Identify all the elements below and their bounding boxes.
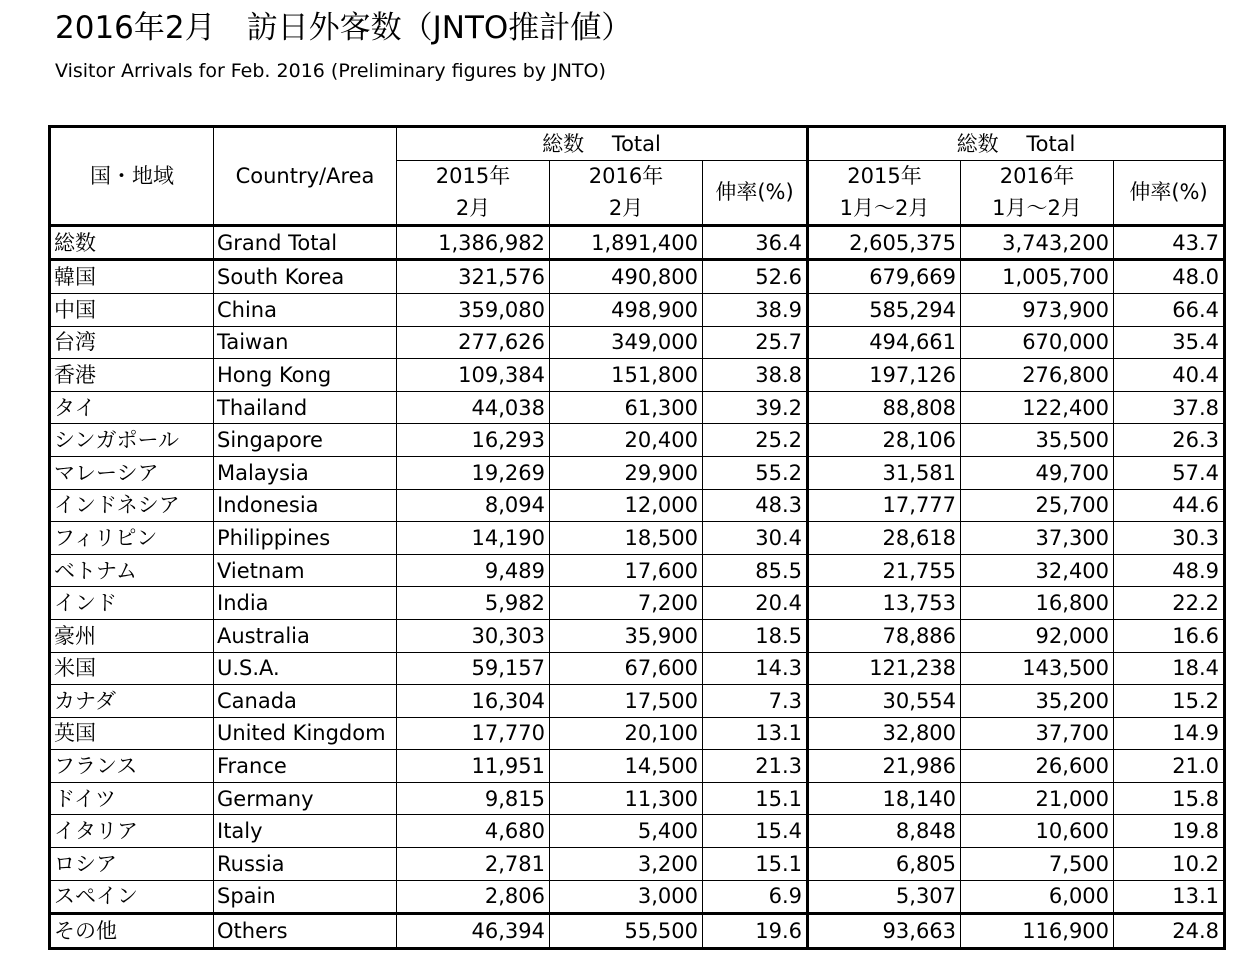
cell-country-en: Malaysia <box>214 456 397 489</box>
cell-country-en: United Kingdom <box>214 717 397 750</box>
cell-2016-feb: 490,800 <box>550 260 703 294</box>
cell-2015-feb: 30,303 <box>397 619 550 652</box>
cell-growth-monthly: 38.9 <box>703 293 808 326</box>
cell-country-jp: 香港 <box>50 359 214 392</box>
cell-country-en: Grand Total <box>214 225 397 260</box>
cell-2016-feb: 1,891,400 <box>550 225 703 260</box>
cell-2016-janfeb: 49,700 <box>961 456 1114 489</box>
cell-2016-janfeb: 276,800 <box>961 359 1114 392</box>
table-row <box>50 880 1225 914</box>
cell-country-en: Thailand <box>214 391 397 424</box>
cell-growth-monthly: 15.1 <box>703 848 808 881</box>
cell-growth-monthly: 19.6 <box>703 914 808 949</box>
cell-2016-janfeb: 122,400 <box>961 391 1114 424</box>
cell-2015-feb: 109,384 <box>397 359 550 392</box>
cell-2016-janfeb: 25,700 <box>961 489 1114 522</box>
cell-2016-janfeb: 10,600 <box>961 815 1114 848</box>
cell-2015-feb: 4,680 <box>397 815 550 848</box>
cell-growth-cumulative: 66.4 <box>1114 293 1225 326</box>
cell-2016-janfeb: 1,005,700 <box>961 260 1114 294</box>
table-row <box>50 391 1225 424</box>
cell-2016-janfeb: 670,000 <box>961 326 1114 359</box>
cell-country-jp: その他 <box>50 914 214 949</box>
cell-growth-monthly: 6.9 <box>703 880 808 914</box>
header-country-jp: 国・地域 <box>50 127 214 226</box>
cell-country-jp: タイ <box>50 391 214 424</box>
cell-country-en: Singapore <box>214 424 397 457</box>
cell-2015-feb: 1,386,982 <box>397 225 550 260</box>
page-subtitle: Visitor Arrivals for Feb. 2016 (Preliminary figures by JNTO) <box>55 60 606 82</box>
cell-2016-feb: 17,500 <box>550 685 703 718</box>
table-row <box>50 717 1225 750</box>
cell-growth-monthly: 15.1 <box>703 782 808 815</box>
cell-growth-monthly: 85.5 <box>703 554 808 587</box>
cell-2016-feb: 498,900 <box>550 293 703 326</box>
cell-growth-monthly: 15.4 <box>703 815 808 848</box>
cell-growth-cumulative: 22.2 <box>1114 587 1225 620</box>
cell-2016-feb: 61,300 <box>550 391 703 424</box>
cell-2016-janfeb: 35,500 <box>961 424 1114 457</box>
cell-growth-cumulative: 18.4 <box>1114 652 1225 685</box>
cell-2015-feb: 19,269 <box>397 456 550 489</box>
cell-country-jp: 台湾 <box>50 326 214 359</box>
cell-country-jp: インド <box>50 587 214 620</box>
table-row <box>50 424 1225 457</box>
cell-growth-monthly: 36.4 <box>703 225 808 260</box>
cell-2015-feb: 17,770 <box>397 717 550 750</box>
cell-2016-janfeb: 7,500 <box>961 848 1114 881</box>
cell-growth-cumulative: 24.8 <box>1114 914 1225 949</box>
cell-2016-janfeb: 37,700 <box>961 717 1114 750</box>
cell-growth-cumulative: 14.9 <box>1114 717 1225 750</box>
cell-2015-janfeb: 32,800 <box>808 717 961 750</box>
cell-country-en: Taiwan <box>214 326 397 359</box>
cell-2015-janfeb: 2,605,375 <box>808 225 961 260</box>
table-row <box>50 652 1225 685</box>
table-row <box>50 587 1225 620</box>
cell-growth-monthly: 7.3 <box>703 685 808 718</box>
header-2015-feb-month: 2月 <box>397 192 550 225</box>
cell-country-en: Italy <box>214 815 397 848</box>
cell-growth-cumulative: 26.3 <box>1114 424 1225 457</box>
table-row <box>50 260 1225 294</box>
cell-growth-cumulative: 15.2 <box>1114 685 1225 718</box>
header-2016-janfeb-months: 1月～2月 <box>961 192 1114 225</box>
table-row <box>50 619 1225 652</box>
cell-2015-janfeb: 88,808 <box>808 391 961 424</box>
cell-2015-janfeb: 197,126 <box>808 359 961 392</box>
cell-growth-monthly: 13.1 <box>703 717 808 750</box>
cell-growth-cumulative: 19.8 <box>1114 815 1225 848</box>
cell-2016-janfeb: 16,800 <box>961 587 1114 620</box>
cell-growth-monthly: 21.3 <box>703 750 808 783</box>
cell-2016-feb: 20,400 <box>550 424 703 457</box>
cell-2015-feb: 16,293 <box>397 424 550 457</box>
cell-growth-monthly: 55.2 <box>703 456 808 489</box>
cell-growth-monthly: 25.2 <box>703 424 808 457</box>
cell-country-en: France <box>214 750 397 783</box>
header-2015-janfeb-year: 2015年 <box>808 160 961 192</box>
cell-2015-janfeb: 679,669 <box>808 260 961 294</box>
cell-2015-janfeb: 5,307 <box>808 880 961 914</box>
cell-2015-feb: 44,038 <box>397 391 550 424</box>
cell-growth-cumulative: 40.4 <box>1114 359 1225 392</box>
cell-2016-janfeb: 92,000 <box>961 619 1114 652</box>
cell-country-jp: 米国 <box>50 652 214 685</box>
cell-2015-janfeb: 121,238 <box>808 652 961 685</box>
header-growth-monthly: 伸率(%) <box>703 160 808 225</box>
cell-growth-monthly: 14.3 <box>703 652 808 685</box>
cell-country-en: South Korea <box>214 260 397 294</box>
table-row <box>50 293 1225 326</box>
cell-country-jp: 中国 <box>50 293 214 326</box>
cell-growth-monthly: 48.3 <box>703 489 808 522</box>
cell-2016-feb: 35,900 <box>550 619 703 652</box>
cell-2015-feb: 321,576 <box>397 260 550 294</box>
cell-2015-janfeb: 6,805 <box>808 848 961 881</box>
cell-growth-cumulative: 44.6 <box>1114 489 1225 522</box>
page-title: 2016年2月 訪日外客数（JNTO推計値） <box>55 10 633 46</box>
header-group-cumulative: 総数 Total <box>808 127 1225 161</box>
cell-country-en: Hong Kong <box>214 359 397 392</box>
table-row <box>50 359 1225 392</box>
cell-country-jp: イタリア <box>50 815 214 848</box>
cell-country-en: China <box>214 293 397 326</box>
cell-growth-cumulative: 16.6 <box>1114 619 1225 652</box>
cell-2016-feb: 14,500 <box>550 750 703 783</box>
header-2016-feb-month: 2月 <box>550 192 703 225</box>
cell-growth-monthly: 52.6 <box>703 260 808 294</box>
cell-growth-monthly: 38.8 <box>703 359 808 392</box>
cell-growth-cumulative: 57.4 <box>1114 456 1225 489</box>
cell-2015-feb: 59,157 <box>397 652 550 685</box>
cell-2015-janfeb: 21,755 <box>808 554 961 587</box>
cell-growth-cumulative: 10.2 <box>1114 848 1225 881</box>
cell-country-en: U.S.A. <box>214 652 397 685</box>
cell-2015-janfeb: 13,753 <box>808 587 961 620</box>
table-row <box>50 456 1225 489</box>
cell-2016-feb: 3,000 <box>550 880 703 914</box>
cell-country-jp: カナダ <box>50 685 214 718</box>
table-row <box>50 225 1225 260</box>
cell-2016-feb: 7,200 <box>550 587 703 620</box>
cell-2015-feb: 2,781 <box>397 848 550 881</box>
cell-growth-monthly: 18.5 <box>703 619 808 652</box>
cell-country-jp: マレーシア <box>50 456 214 489</box>
cell-growth-cumulative: 21.0 <box>1114 750 1225 783</box>
cell-country-en: Vietnam <box>214 554 397 587</box>
header-2016-feb-year: 2016年 <box>550 160 703 192</box>
cell-2016-janfeb: 3,743,200 <box>961 225 1114 260</box>
cell-2015-janfeb: 21,986 <box>808 750 961 783</box>
cell-2015-feb: 5,982 <box>397 587 550 620</box>
cell-2015-janfeb: 31,581 <box>808 456 961 489</box>
table-row <box>50 489 1225 522</box>
cell-country-en: Australia <box>214 619 397 652</box>
cell-country-en: Russia <box>214 848 397 881</box>
cell-country-jp: 豪州 <box>50 619 214 652</box>
header-2015-janfeb-months: 1月～2月 <box>808 192 961 225</box>
cell-country-jp: ロシア <box>50 848 214 881</box>
header-2015-feb-year: 2015年 <box>397 160 550 192</box>
table-body <box>50 225 1225 948</box>
cell-country-jp: 韓国 <box>50 260 214 294</box>
table-row <box>50 326 1225 359</box>
cell-2015-janfeb: 17,777 <box>808 489 961 522</box>
cell-growth-cumulative: 48.9 <box>1114 554 1225 587</box>
cell-2015-feb: 9,815 <box>397 782 550 815</box>
cell-2016-feb: 349,000 <box>550 326 703 359</box>
table-row <box>50 782 1225 815</box>
cell-growth-cumulative: 35.4 <box>1114 326 1225 359</box>
cell-2016-janfeb: 21,000 <box>961 782 1114 815</box>
table-row <box>50 815 1225 848</box>
cell-2016-feb: 20,100 <box>550 717 703 750</box>
cell-2015-janfeb: 585,294 <box>808 293 961 326</box>
cell-country-en: Germany <box>214 782 397 815</box>
cell-country-en: Philippines <box>214 522 397 555</box>
table-row <box>50 522 1225 555</box>
cell-growth-monthly: 25.7 <box>703 326 808 359</box>
cell-2015-janfeb: 93,663 <box>808 914 961 949</box>
header-group-monthly: 総数 Total <box>397 127 808 161</box>
cell-country-en: Others <box>214 914 397 949</box>
cell-2016-feb: 29,900 <box>550 456 703 489</box>
cell-2015-feb: 9,489 <box>397 554 550 587</box>
table-row <box>50 750 1225 783</box>
cell-2016-feb: 55,500 <box>550 914 703 949</box>
cell-2016-janfeb: 35,200 <box>961 685 1114 718</box>
header-country-en: Country/Area <box>214 127 397 226</box>
cell-2016-feb: 5,400 <box>550 815 703 848</box>
cell-2016-feb: 3,200 <box>550 848 703 881</box>
cell-2015-janfeb: 30,554 <box>808 685 961 718</box>
visitor-arrivals-table <box>48 125 1226 950</box>
cell-2016-feb: 11,300 <box>550 782 703 815</box>
cell-country-en: India <box>214 587 397 620</box>
cell-growth-cumulative: 30.3 <box>1114 522 1225 555</box>
cell-growth-cumulative: 43.7 <box>1114 225 1225 260</box>
cell-growth-cumulative: 48.0 <box>1114 260 1225 294</box>
cell-country-jp: フィリピン <box>50 522 214 555</box>
cell-growth-cumulative: 15.8 <box>1114 782 1225 815</box>
cell-2016-janfeb: 26,600 <box>961 750 1114 783</box>
cell-2015-janfeb: 28,106 <box>808 424 961 457</box>
cell-2015-janfeb: 8,848 <box>808 815 961 848</box>
cell-country-jp: スペイン <box>50 880 214 914</box>
cell-country-jp: ベトナム <box>50 554 214 587</box>
cell-2016-janfeb: 143,500 <box>961 652 1114 685</box>
header-growth-cumulative: 伸率(%) <box>1114 160 1225 225</box>
cell-2016-janfeb: 973,900 <box>961 293 1114 326</box>
cell-2016-feb: 17,600 <box>550 554 703 587</box>
cell-country-jp: シンガポール <box>50 424 214 457</box>
cell-2015-janfeb: 28,618 <box>808 522 961 555</box>
cell-2015-janfeb: 494,661 <box>808 326 961 359</box>
cell-2015-feb: 359,080 <box>397 293 550 326</box>
cell-growth-monthly: 39.2 <box>703 391 808 424</box>
table-row <box>50 554 1225 587</box>
cell-growth-monthly: 20.4 <box>703 587 808 620</box>
cell-2015-feb: 2,806 <box>397 880 550 914</box>
cell-growth-monthly: 30.4 <box>703 522 808 555</box>
cell-2015-janfeb: 18,140 <box>808 782 961 815</box>
cell-country-jp: ドイツ <box>50 782 214 815</box>
cell-2015-janfeb: 78,886 <box>808 619 961 652</box>
cell-growth-cumulative: 37.8 <box>1114 391 1225 424</box>
cell-2016-janfeb: 32,400 <box>961 554 1114 587</box>
cell-country-jp: 英国 <box>50 717 214 750</box>
cell-2015-feb: 14,190 <box>397 522 550 555</box>
cell-2015-feb: 16,304 <box>397 685 550 718</box>
cell-2016-janfeb: 37,300 <box>961 522 1114 555</box>
cell-2015-feb: 8,094 <box>397 489 550 522</box>
table-row <box>50 848 1225 881</box>
cell-country-en: Canada <box>214 685 397 718</box>
cell-2016-janfeb: 116,900 <box>961 914 1114 949</box>
table-row <box>50 914 1225 949</box>
cell-2016-feb: 12,000 <box>550 489 703 522</box>
cell-2016-feb: 67,600 <box>550 652 703 685</box>
cell-2016-feb: 18,500 <box>550 522 703 555</box>
cell-2016-janfeb: 6,000 <box>961 880 1114 914</box>
cell-country-en: Spain <box>214 880 397 914</box>
cell-country-jp: フランス <box>50 750 214 783</box>
cell-2015-feb: 277,626 <box>397 326 550 359</box>
cell-2015-feb: 46,394 <box>397 914 550 949</box>
cell-country-jp: インドネシア <box>50 489 214 522</box>
cell-2015-feb: 11,951 <box>397 750 550 783</box>
cell-country-en: Indonesia <box>214 489 397 522</box>
cell-country-jp: 総数 <box>50 225 214 260</box>
cell-2016-feb: 151,800 <box>550 359 703 392</box>
table-row <box>50 685 1225 718</box>
cell-growth-cumulative: 13.1 <box>1114 880 1225 914</box>
header-2016-janfeb-year: 2016年 <box>961 160 1114 192</box>
